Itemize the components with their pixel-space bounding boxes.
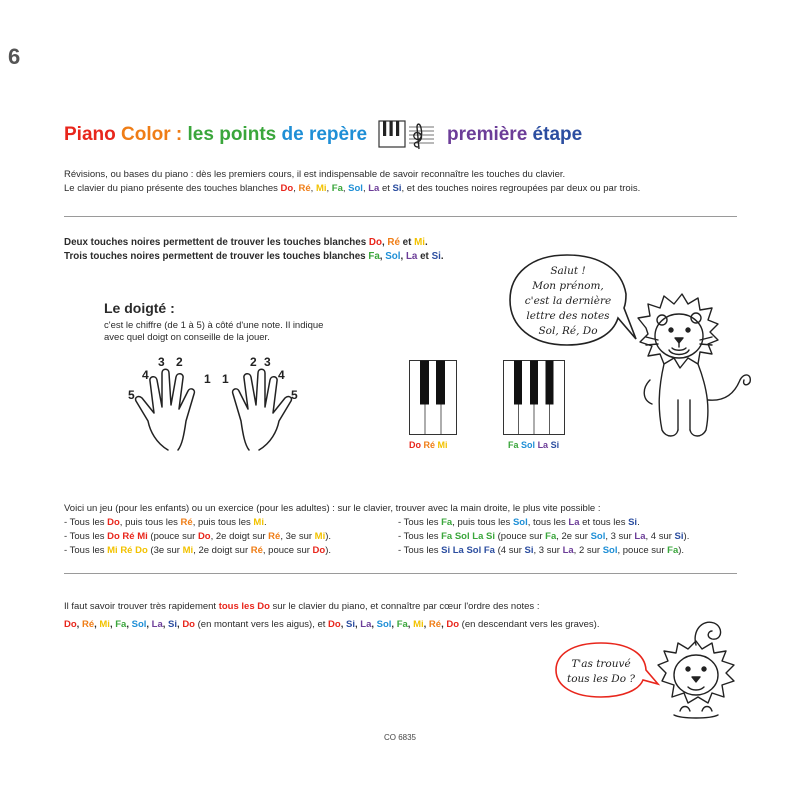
keyboard-treble-clef-icon (378, 120, 436, 155)
left-finger-4: 4 (142, 368, 149, 382)
note-name: Do (107, 517, 120, 528)
bubble1-line-5: Sol, Ré, Do (538, 325, 598, 337)
fingering-line-2: avec quel doigt on conseille de la jouer. (104, 332, 270, 343)
note-name: Si (628, 517, 638, 528)
note-name: Si (674, 531, 684, 542)
separator: , (400, 251, 406, 262)
catalog-number: CO 6835 (383, 733, 417, 742)
keyboard-three-black-keys (503, 360, 565, 440)
exercise-text: , puis tous les (192, 517, 254, 528)
exercise-text: , 2e doigt sur (193, 545, 251, 556)
note-fa: Fa (368, 251, 380, 262)
note-name: Do (197, 531, 211, 542)
bubble1-line-4: lettre des notes (526, 310, 610, 322)
three-keys-notes (368, 251, 443, 262)
bubble1-line-1: Salut ! (550, 265, 586, 277)
title-word: points (219, 124, 282, 145)
speech-bubble-shape (505, 252, 640, 352)
note-ré: Ré (81, 619, 95, 630)
note-la: La (368, 183, 380, 194)
separator: , (177, 619, 183, 630)
note-mi: Mi (315, 183, 327, 194)
lion-illustration (628, 290, 768, 450)
intro-line-2 (64, 182, 640, 196)
keyboard-two-black-keys (409, 360, 457, 440)
separator: , (379, 251, 386, 262)
exercise-text: , 2e doigt sur (210, 531, 269, 542)
note-la: La (360, 619, 372, 630)
separator: . (440, 251, 444, 262)
note-name: Fa Sol La Si (441, 531, 495, 542)
note-mi: Mi (414, 237, 426, 248)
two-keys-notes (369, 237, 428, 248)
subtitle-word: première (447, 124, 533, 145)
fingering-description (104, 320, 323, 344)
exercise-text: , pouce sur (262, 545, 313, 556)
black-keys-text (64, 236, 444, 264)
separator: , (310, 183, 316, 194)
title-word: les (187, 124, 220, 145)
keyboard-two-labels (409, 440, 448, 450)
bubble1-line-2: Mon prénom, (532, 280, 604, 292)
exercise-text: , 2e sur (556, 531, 591, 542)
game-exercises-left (64, 516, 331, 558)
page-title (64, 124, 367, 146)
note-name: Ré (180, 517, 193, 528)
note-do: Do (446, 619, 460, 630)
exercise-text: - Tous les (398, 531, 442, 542)
note-name: Si (524, 545, 534, 556)
separator: , (391, 619, 397, 630)
note-mi: Mi (413, 619, 424, 630)
separator: , (441, 619, 447, 630)
find-do-text-end: sur le clavier du piano, et connaître par cœur l'ordre des notes : (269, 601, 540, 612)
note-la: La (151, 619, 163, 630)
note-do: Do (64, 619, 77, 630)
subtitle-word: étape (532, 124, 583, 145)
note-name: Fa (441, 517, 453, 528)
exercise-text: (pouce sur (147, 531, 198, 542)
title-word: : (175, 124, 188, 145)
small-lion-illustration (652, 615, 744, 730)
exercise-text: , tous les (527, 517, 569, 528)
right-finger-4: 4 (278, 368, 285, 382)
left-finger-1: 1 (204, 372, 211, 386)
ascending-note-text: (en montant vers les aigus), et (194, 619, 329, 630)
intro-text (64, 168, 640, 196)
section-divider (64, 573, 737, 574)
note-name: Sol (590, 531, 606, 542)
note-name: Sol (512, 517, 528, 528)
bubble1-line-3: c'est la dernière (524, 295, 612, 307)
note-name: La (634, 531, 646, 542)
find-do-instruction (64, 600, 539, 614)
keyboard-three-labels (508, 440, 559, 450)
note-sol: Sol (131, 619, 147, 630)
note-si: Si (392, 183, 402, 194)
title-word: Piano (64, 124, 122, 145)
exercise-text: , pouce sur (617, 545, 668, 556)
right-finger-1: 1 (222, 372, 229, 386)
note-sol: Sol (348, 183, 363, 194)
note-name: Sol (602, 545, 618, 556)
title-word: Color (121, 124, 176, 145)
key-label-si: Si (550, 440, 560, 450)
exercise-line (398, 530, 689, 544)
note-si: Si (431, 251, 441, 262)
game-intro: Voici un jeu (pour les enfants) ou un exercice (pour les adultes) : sur le clavier, trouver avec la main droite, le plus vite possible : (64, 503, 601, 514)
separator: , (293, 183, 299, 194)
bubble2-line-2: tous les Do ? (566, 673, 636, 685)
exercise-text: . (637, 517, 640, 528)
exercise-text: - Tous les (64, 545, 108, 556)
key-label-ré: Ré (423, 440, 436, 450)
note-do: Do (182, 619, 195, 630)
note-name: Mi Ré Do (107, 545, 148, 556)
exercise-text: (pouce sur (494, 531, 546, 542)
section-divider (64, 216, 737, 217)
title-word: de (281, 124, 309, 145)
note-name: Ré (250, 545, 263, 556)
exercise-text: (3e sur (147, 545, 183, 556)
exercise-text: , puis tous les (452, 517, 513, 528)
right-finger-3: 3 (264, 355, 271, 369)
separator: , (354, 619, 361, 630)
separator: , (340, 619, 346, 630)
fingering-title: Le doigté : (104, 300, 175, 316)
separator: et (402, 237, 412, 248)
key-label-la: La (537, 440, 549, 450)
separator: et (420, 251, 429, 262)
left-finger-3: 3 (158, 355, 165, 369)
note-fa: Fa (396, 619, 408, 630)
intro-note-list (281, 183, 402, 194)
exercise-text: , 2 sur (573, 545, 603, 556)
exercise-text: ). (678, 545, 685, 556)
separator: , (407, 619, 414, 630)
note-do: Do (280, 183, 294, 194)
note-name: Si La Sol Fa (441, 545, 495, 556)
right-finger-2: 2 (250, 355, 257, 369)
separator: , (371, 619, 377, 630)
exercise-text: , 4 sur (645, 531, 675, 542)
note-name: La (562, 545, 574, 556)
note-name: Fa (667, 545, 679, 556)
note-name: Mi (253, 517, 264, 528)
note-name: Do (312, 545, 326, 556)
descending-note-text: (en descendant vers les graves). (459, 619, 600, 630)
note-do: Do (368, 237, 382, 248)
two-black-keys-line (64, 236, 444, 250)
exercise-text: , 3e sur (280, 531, 315, 542)
exercise-text: ). (683, 531, 690, 542)
exercise-text: , puis tous les (119, 517, 181, 528)
exercise-text: - Tous les (398, 545, 442, 556)
separator: , (342, 183, 349, 194)
note-name: Mi (314, 531, 326, 542)
exercise-text: - Tous les (64, 517, 108, 528)
lion-speech-bubble (505, 252, 640, 357)
exercise-line (64, 516, 331, 530)
exercise-text: . (263, 517, 267, 528)
descending-notes (328, 619, 459, 630)
exercise-text: - Tous les (398, 517, 442, 528)
note-ré: Ré (428, 619, 442, 630)
three-black-keys-text: Trois touches noires permettent de trouver les touches blanches (64, 251, 369, 262)
note-name: La (568, 517, 580, 528)
separator: et (381, 183, 390, 194)
note-name: Ré (268, 531, 281, 542)
note-do: Do (328, 619, 341, 630)
note-la: La (405, 251, 418, 262)
left-finger-2: 2 (176, 355, 183, 369)
key-label-sol: Sol (521, 440, 536, 450)
separator: , (362, 183, 369, 194)
exercise-line (64, 544, 331, 558)
intro-line-2-end: , et des touches noires regroupées par deux ou par trois. (401, 183, 641, 194)
note-fa: Fa (115, 619, 127, 630)
key-label-do: Do (409, 440, 421, 450)
exercise-line (398, 544, 689, 558)
hands-fingering-illustration (126, 355, 301, 460)
left-finger-5: 5 (128, 388, 135, 402)
separator: , (423, 619, 429, 630)
page-subtitle (447, 124, 582, 146)
find-do-text-start: Il faut savoir trouver très rapidement (64, 601, 219, 612)
note-si: Si (168, 619, 178, 630)
separator: , (94, 619, 100, 630)
note-order-line (64, 619, 600, 630)
title-word: repère (308, 124, 368, 145)
ascending-notes (64, 619, 195, 630)
separator: , (109, 619, 116, 630)
note-mi: Mi (99, 619, 110, 630)
separator: . (425, 237, 428, 248)
exercise-text: ). (325, 545, 332, 556)
note-sol: Sol (385, 251, 401, 262)
page-number: 6 (8, 44, 21, 69)
note-ré: Ré (298, 183, 311, 194)
intro-line-2-start: Le clavier du piano présente des touches blanches (64, 183, 281, 194)
note-si: Si (346, 619, 355, 630)
exercise-text: (4 sur (494, 545, 525, 556)
note-name: Fa (545, 531, 557, 542)
separator: , (162, 619, 169, 630)
exercise-text: et tous les (579, 517, 629, 528)
key-label-fa: Fa (508, 440, 519, 450)
separator: , (76, 619, 82, 630)
note-ré: Ré (387, 237, 400, 248)
game-exercises-right (398, 516, 689, 558)
separator: , (326, 183, 332, 194)
exercise-text: , 3 sur (605, 531, 635, 542)
three-black-keys-line (64, 250, 444, 264)
exercise-text: , 3 sur (533, 545, 563, 556)
note-sol: Sol (376, 619, 392, 630)
find-do-highlight: tous les Do (218, 601, 270, 612)
separator: , (146, 619, 152, 630)
note-name: Do Ré Mi (107, 531, 148, 542)
lion-speech-bubble-2 (551, 640, 661, 707)
exercise-line (398, 516, 689, 530)
bubble2-line-1: T'as trouvé (571, 658, 631, 670)
exercise-text: - Tous les (64, 531, 108, 542)
separator: , (126, 619, 132, 630)
intro-line-1: Révisions, ou bases du piano : dès les premiers cours, il est indispensable de savoir reconnaître les touches du clavier. (64, 169, 566, 180)
right-finger-5: 5 (291, 388, 298, 402)
key-label-mi: Mi (437, 440, 448, 450)
exercise-text: ). (325, 531, 332, 542)
note-fa: Fa (331, 183, 343, 194)
separator: , (381, 237, 388, 248)
two-black-keys-text: Deux touches noires permettent de trouver les touches blanches (64, 237, 369, 248)
exercise-line (64, 530, 331, 544)
note-name: Mi (182, 545, 194, 556)
fingering-line-1: c'est le chiffre (de 1 à 5) à côté d'une note. Il indique (104, 320, 324, 331)
